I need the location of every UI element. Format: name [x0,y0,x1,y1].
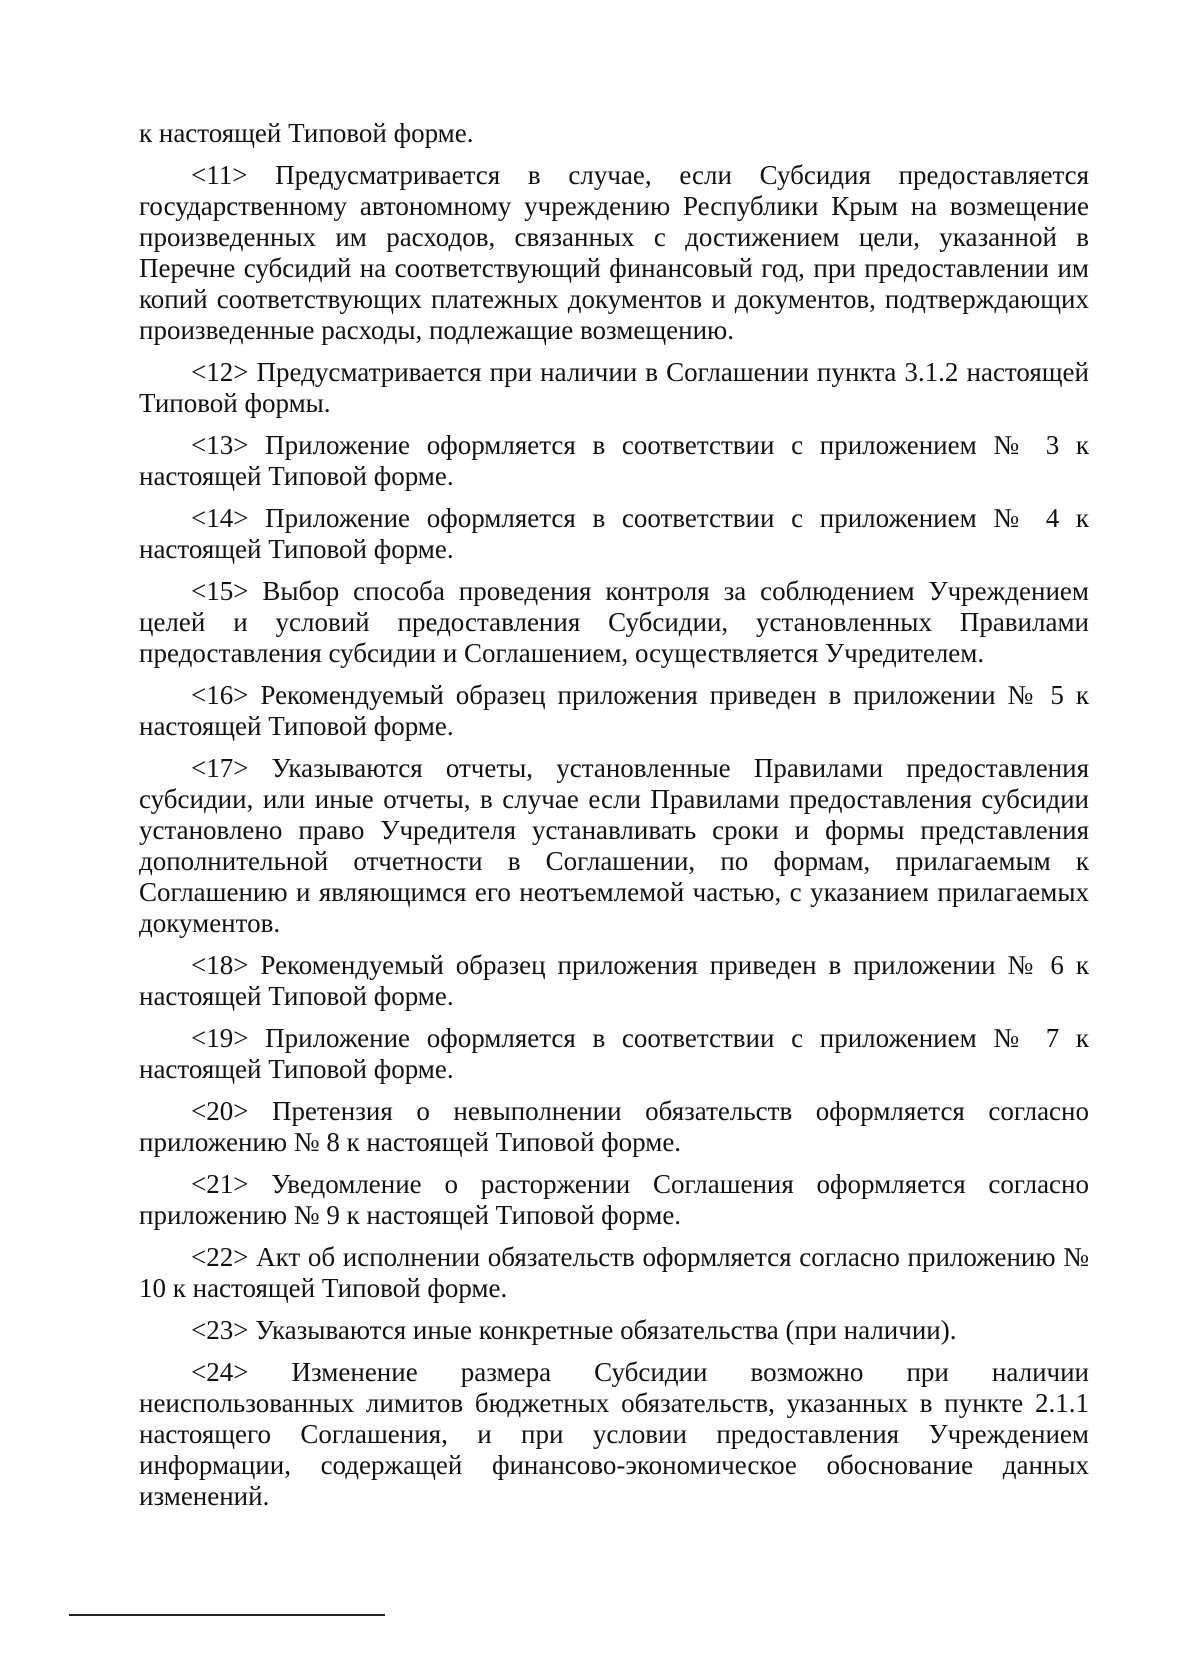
footnote-separator-line [69,1614,385,1616]
footnote-24: <24> Изменение размера Субсидии возможно при наличии неиспользованных лимитов бюджетных обязательств, указанных в пункте 2.1.1 настоящего Соглашения, и при условии предоставления Учреждением информации, содержащей финансово-экономическое обоснование данных изменений. [139,1357,1089,1511]
footnote-23: <23> Указываются иные конкретные обязательства (при наличии). [191,1315,957,1345]
footnote-14: <14> Приложение оформляется в соответствии с приложением № 4 к настоящей Типовой форме. [139,503,1089,564]
footnote-15: <15> Выбор способа проведения контроля за соблюдением Учреждением целей и условий предоставления Субсидии, установленных Правилами предоставления субсидии и Соглашением, осуществляется Учредителем. [139,576,1089,668]
footnote-22: <22> Акт об исполнении обязательств оформляется согласно приложению № 10 к настоящей Типовой форме. [139,1242,1089,1303]
footnote-12: <12> Предусматривается при наличии в Соглашении пункта 3.1.2 настоящей Типовой формы. [139,357,1089,418]
document-body [139,118,1089,1523]
footnote-20: <20> Претензия о невыполнении обязательств оформляется согласно приложению № 8 к настоящей Типовой форме. [139,1096,1089,1157]
footnote-16: <16> Рекомендуемый образец приложения приведен в приложении № 5 к настоящей Типовой форме. [139,680,1089,741]
footnote-19: <19> Приложение оформляется в соответствии с приложением № 7 к настоящей Типовой форме. [139,1023,1089,1084]
footnote-21: <21> Уведомление о расторжении Соглашения оформляется согласно приложению № 9 к настоящей Типовой форме. [139,1169,1089,1230]
paragraph-continuation: к настоящей Типовой форме. [139,118,474,148]
footnote-18: <18> Рекомендуемый образец приложения приведен в приложении № 6 к настоящей Типовой форме. [139,950,1089,1011]
footnote-17: <17> Указываются отчеты, установленные Правилами предоставления субсидии, или иные отчеты, в случае если Правилами предоставления субсидии установлено право Учредителя устанавливать сроки и формы представления дополнительной отчетности в Соглашении, по формам, прилагаемым к Соглашению и являющимся его неотъемлемой частью, с указанием прилагаемых документов. [139,753,1089,938]
footnote-13: <13> Приложение оформляется в соответствии с приложением № 3 к настоящей Типовой форме. [139,430,1089,491]
footnote-11: <11> Предусматривается в случае, если Субсидия предоставляется государственному автономному учреждению Республики Крым на возмещение произведенных им расходов, связанных с достижением цели, указанной в Перечне субсидий на соответствующий финансовый год, при предоставлении им копий соответствующих платежных документов и документов, подтверждающих произведенные расходы, подлежащие возмещению. [139,160,1089,345]
